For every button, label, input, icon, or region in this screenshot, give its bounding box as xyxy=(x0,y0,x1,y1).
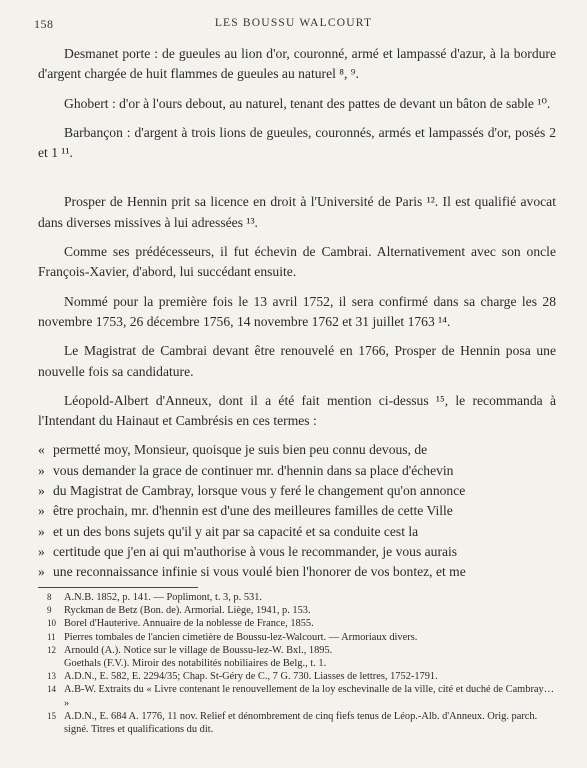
paragraph-recommandation: Léopold-Albert d'Anneux, dont il a été fait mention ci-dessus ¹⁵, le recommanda à l'Intendant du Hainaut et Cambrésis en ces termes : xyxy=(38,392,556,429)
paragraph-ghobert: Ghobert : d'or à l'ours debout, au naturel, tenant des pattes de devant un bâton de sable ¹⁰. xyxy=(64,95,551,111)
running-title: LES BOUSSU WALCOURT xyxy=(214,17,373,29)
footnote-number: 10 xyxy=(47,618,56,629)
quote-line xyxy=(38,562,556,582)
quote-mark: » xyxy=(38,503,45,519)
page-number: 158 xyxy=(34,17,54,31)
quote-mark: » xyxy=(38,543,45,559)
footnote-number: 9 xyxy=(47,605,52,616)
quoted-letter xyxy=(38,440,556,582)
footnote-text: Arnould (A.). Notice sur le village de Boussu-lez-W. Bxl., 1895. xyxy=(64,644,333,656)
quote-mark: » xyxy=(38,483,45,499)
footnotes xyxy=(38,591,558,736)
quote-mark: » xyxy=(38,462,45,478)
quote-line xyxy=(38,501,556,521)
quote-text: et un des bons sujets qu'il y ait par sa capacité et sa conduite cest la xyxy=(53,523,419,539)
body-text xyxy=(38,44,556,583)
quote-mark: » xyxy=(38,523,45,539)
paragraph-nomination: Nommé pour la première fois le 13 avril 1752, il sera confirmé dans sa charge les 28 novembre 1753, 26 décembre 1756, 14 novembre 1762 et 31 juillet 1763 ¹⁴. xyxy=(38,293,556,329)
footnote-number: 13 xyxy=(47,671,56,682)
footnote xyxy=(38,604,558,617)
footnote-number: 11 xyxy=(47,631,56,642)
paragraph-magistrat: Le Magistrat de Cambrai devant être renouvelé en 1766, Prosper de Hennin posa une nouvelle fois sa candidature. xyxy=(38,343,556,379)
footnote xyxy=(38,591,558,604)
footnote-number: 15 xyxy=(47,710,56,721)
paragraph-barbancon: Barbançon : d'argent à trois lions de gueules, couronnés, armés et lampassés d'or, posés 2 et 1 ¹¹. xyxy=(38,124,556,161)
quote-text: du Magistrat de Cambray, lorsque vous y feré le changement qu'on annonce xyxy=(53,483,466,499)
footnote-text: A.N.B. 1852, p. 141. — Poplimont, t. 3, p. 531. xyxy=(64,592,263,603)
quote-text: permetté moy, Monsieur, quoisque je suis bien peu connu devous, de xyxy=(53,442,428,458)
footnote-number: 14 xyxy=(47,684,56,695)
footnote xyxy=(38,710,558,736)
footnote-number: 12 xyxy=(47,644,56,655)
quote-line xyxy=(38,461,556,481)
quote-text: être prochain, mr. d'hennin est d'une des meilleures familles de cette Ville xyxy=(53,503,453,519)
quote-line xyxy=(38,542,556,562)
paragraph-desmanet: Desmanet porte : de gueules au lion d'or, couronné, armé et lampassé d'azur, à la bordure d'argent chargée de huit flammes de gueules au naturel ⁸, ⁹. xyxy=(38,46,556,82)
paragraph-echevin: Comme ses prédécesseurs, il fut échevin de Cambrai. Alternativement avec son oncle François-Xavier, d'abord, lui succédant ensuite. xyxy=(38,244,556,280)
footnote-continuation: Goethals (F.V.). Miroir des notabilités nobiliaires de Belg., t. 1. xyxy=(64,658,327,670)
footnote-text: Borel d'Hauterive. Annuaire de la noblesse de France, 1855. xyxy=(64,618,314,630)
footnote xyxy=(38,631,558,644)
quote-mark: » xyxy=(38,564,45,580)
footnote-text: Pierres tombales de l'ancien cimetière de Boussu-lez-Walcourt. — Armoriaux divers. xyxy=(64,631,418,643)
footnote-text: A.B-W. Extraits du « Livre contenant le renouvellement de la loy eschevinalle de la ville, cité et duché de Cambray… » xyxy=(64,684,555,709)
footnote xyxy=(38,644,558,670)
footnote xyxy=(38,683,558,709)
quote-line xyxy=(38,481,556,501)
footnote-text: A.D.N., E. 684 A. 1776, 11 nov. Relief et dénombrement de cinq fiefs tenus de Léop.-Alb. d'Anneux. Orig. parch. signé. Titres et qualifications du dit. xyxy=(64,710,538,736)
quote-mark: « xyxy=(38,442,45,458)
quote-line xyxy=(38,440,556,460)
footnote-text: A.D.N., E. 582, E. 2294/35; Chap. St-Géry de C., 7 G. 730. Liasses de lettres, 1752-1791. xyxy=(64,671,438,683)
quote-text: certitude que j'en ai qui m'authorise à vous le recommander, je vous aurais xyxy=(53,543,458,559)
footnote-text: Ryckman de Betz (Bon. de). Armorial. Liège, 1941, p. 153. xyxy=(64,605,311,617)
footnote xyxy=(38,670,558,683)
footnote-number: 8 xyxy=(47,592,52,602)
quote-text: une reconnaissance infinie si vous voulé bien l'honorer de vos bontez, et me xyxy=(53,564,466,580)
paragraph-licence: Prosper de Hennin prit sa licence en droit à l'Université de Paris ¹². Il est qualifié avocat dans diverses missives à lui adressées ¹³. xyxy=(38,194,556,230)
quote-text: vous demander la grace de continuer mr. d'hennin dans sa place d'échevin xyxy=(53,462,454,478)
footnote-rule xyxy=(38,587,198,588)
footnote xyxy=(38,617,558,630)
quote-line xyxy=(38,522,556,542)
